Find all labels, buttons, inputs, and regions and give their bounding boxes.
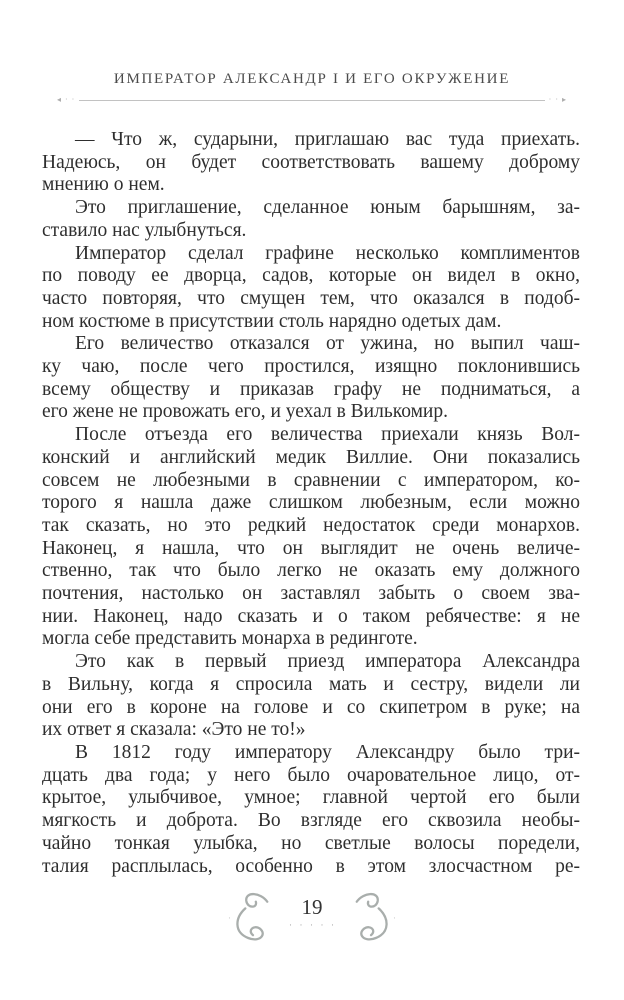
page-footer — [0, 889, 624, 945]
body-text — [42, 129, 580, 878]
flourish-left-icon — [231, 889, 273, 945]
text-line: совсем не любезными в сравнении с императором, ко- — [42, 469, 580, 491]
text-line: талия расплылась, особенно в этом злосчастном ре- — [42, 855, 580, 877]
text-line: После отъезда его величества приехали князь Вол- — [75, 424, 580, 446]
text-line: ку чаю, после чего простился, изящно поклонившись — [42, 356, 580, 378]
text-line: Наконец, я нашла, что он выглядит не очень величе- — [42, 537, 580, 559]
text-line: его жене не провожать его, и уехал в Вилькомир. — [42, 401, 448, 423]
text-line: Это приглашение, сделанное юным барышням, за- — [75, 197, 580, 219]
text-line: Император сделал графине несколько комплиментов — [75, 242, 580, 264]
text-line: — Что ж, сударыни, приглашаю вас туда приехать. — [75, 129, 580, 150]
text-line: их ответ я сказала: «Это не то!» — [42, 719, 306, 741]
rule-left-cap-icon — [57, 96, 75, 104]
text-line: ственно, так что было легко не оказать ему должного — [42, 560, 580, 582]
dots-ornament-icon — [273, 921, 351, 930]
text-line: часто повторяя, что смущен тем, что оказался в подоб- — [42, 287, 580, 309]
text-line: они его в короне на голове и со скипетром в руке; на — [42, 696, 580, 718]
text-line: мнению о нем. — [42, 174, 165, 196]
text-line: ставило нас улыбнуться. — [42, 219, 247, 241]
rule-right-cap-icon — [549, 96, 567, 104]
text-line: по поводу ее дворца, садов, которые он видел в окно, — [42, 265, 580, 287]
header-rule — [57, 96, 567, 104]
text-line: крытое, улыбчивое, умное; главной чертой его были — [42, 787, 580, 809]
text-line: почтения, настолько он заставлял забыть о своем зва- — [42, 583, 580, 605]
text-line: Его величество отказался от ужина, но выпил чаш- — [75, 333, 580, 355]
running-title: ИМПЕРАТОР АЛЕКСАНДР I И ЕГО ОКРУЖЕНИЕ — [113, 71, 511, 87]
flourish-right-icon — [351, 889, 393, 945]
text-line: конский и английский медик Виллие. Они показались — [42, 446, 580, 468]
text-line: Это как в первый приезд императора Александра — [75, 651, 580, 673]
text-line: дцать два года; у него было очаровательное лицо, от- — [42, 764, 580, 786]
outer-right-mark-icon: · — [393, 913, 396, 924]
text-line: Надеюсь, он будет соответствовать вашему доброму — [42, 151, 580, 173]
text-line: В 1812 году императору Александру было три- — [75, 741, 580, 763]
text-line: могла себе представить монарха в рединготе. — [42, 628, 418, 650]
text-line: в Вильну, когда я спросила мать и сестру, видели ли — [42, 673, 580, 695]
page-number-block — [273, 889, 351, 930]
text-line: торого я нашла даже слишком любезным, если можно — [42, 492, 580, 514]
text-line: чайно тонкая улыбка, но светлые волосы поредели, — [42, 832, 580, 854]
text-line: так сказать, но это редкий недостаток среди монархов. — [42, 514, 580, 536]
outer-left-mark-icon: · — [228, 913, 231, 924]
rule-line — [79, 100, 544, 101]
text-line: всему обществу и приказав графу не подниматься, а — [42, 378, 580, 400]
text-line: мягкость и доброта. Во взгляде его сквозила необы- — [42, 810, 580, 832]
page-number: 19 — [301, 895, 323, 920]
text-line: нии. Наконец, надо сказать и о таком ребячестве: я не — [42, 605, 580, 627]
text-line: ном костюме в присутствии столь нарядно одетых дам. — [42, 310, 502, 332]
